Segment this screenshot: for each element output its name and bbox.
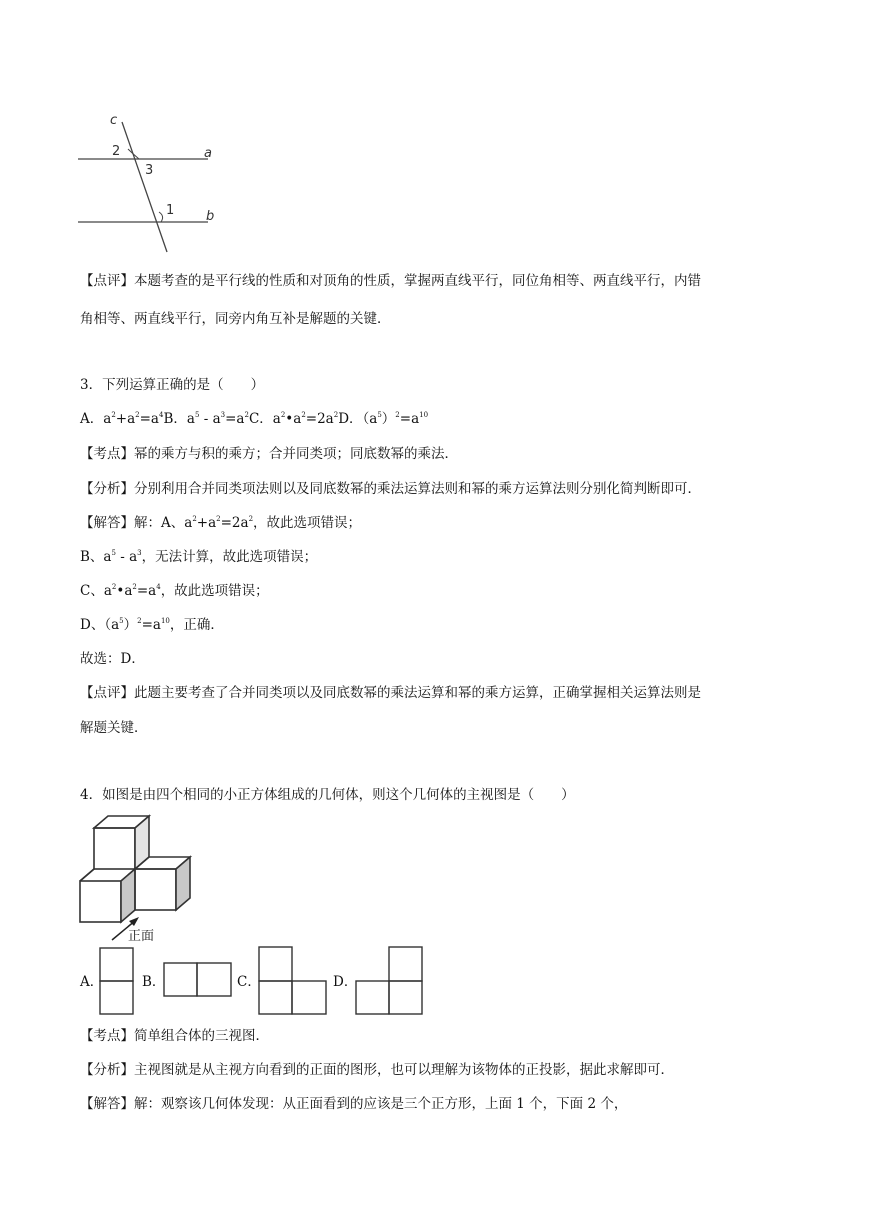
middle-cube-side (121, 869, 135, 922)
q4-stem: 4．如图是由四个相同的小正方体组成的几何体，则这个几何体的主视图是（ ） (80, 787, 575, 803)
right-cube-side (176, 857, 190, 910)
q3-stem: 3．下列运算正确的是（ ） (80, 377, 265, 393)
q3-jieda-line2: B、$a^5 - a^3$，无法计算，故此选项错误； (80, 549, 318, 565)
q3-jieda-line1: 【解答】解：A、$a^2+a^2=2a^2$，故此选项错误； (80, 515, 362, 531)
parallel-lines-figure (70, 108, 230, 258)
right-cube-front (135, 869, 176, 910)
angle-2-arc (128, 149, 139, 159)
q3-kaodian: 【考点】幂的乘方与积的乘方；合并同类项；同底数幂的乘法． (80, 446, 458, 462)
q4-kaodian: 【考点】简单组合体的三视图． (80, 1028, 269, 1044)
q3-option-d: D．$(a^5)^2=a^{10}$ (338, 411, 429, 427)
q3-option-c: C．$a^2•a^2=2a^2$ (248, 411, 339, 427)
comment-q2-line1: 【点评】本题考查的是平行线的性质和对顶角的性质，掌握两直线平行，同位角相等、两直线平行，内错 (80, 273, 701, 289)
q4-fenxi: 【分析】主视图就是从主视方向看到的正面的图形，也可以理解为该物体的正投影，据此求解即可． (80, 1062, 674, 1078)
q3-option-a: A．$a^2+a^2=a^4$ (80, 411, 164, 427)
top-cube-front (94, 828, 135, 869)
label-c: c (110, 113, 118, 128)
label-b: b (206, 209, 215, 224)
comment-q2-line2: 角相等、两直线平行，同旁内角互补是解题的关键． (80, 311, 391, 327)
q3-options (80, 410, 428, 428)
top-cube-side (135, 816, 149, 869)
front-label: 正面 (128, 929, 155, 944)
q3-option-b: B．$a^5 - a^3=a^2$ (163, 411, 249, 427)
q4-option-a-label: A． (80, 974, 104, 990)
left-cube-front (80, 881, 121, 922)
q3-comment-line1: 【点评】此题主要考查了合并同类项以及同底数幂的乘法运算和幂的乘方运算，正确掌握相关运算法则是 (80, 685, 701, 701)
label-angle-3: 3 (145, 163, 154, 178)
q3-comment-line2: 解题关键． (80, 720, 148, 736)
q4-option-a-figure (99, 947, 135, 1015)
q3-fenxi: 【分析】分别利用合并同类项法则以及同底数幂的乘法运算法则和幂的乘方运算法则分别化简判断即可． (80, 481, 701, 497)
line-c (122, 122, 167, 252)
angle-1-arc (159, 212, 163, 222)
q4-option-d-figure (355, 946, 425, 1016)
q4-option-c-label: C． (237, 974, 261, 990)
label-a: a (204, 146, 212, 161)
label-angle-2: 2 (112, 144, 121, 159)
q4-jieda: 【解答】解：观察该几何体发现：从正面看到的应该是三个正方形，上面 1 个，下面 2 个， (80, 1096, 628, 1112)
q3-jieda-line3: C、$a^2•a^2=a^4$，故此选项错误； (80, 583, 269, 599)
cubes-figure (76, 812, 196, 944)
q3-jieda-line4: D、$(a^5)^2=a^{10}$，正确． (80, 617, 224, 633)
label-angle-1: 1 (166, 203, 175, 218)
q4-option-b-label: B． (142, 974, 166, 990)
q4-option-d-label: D． (333, 974, 358, 990)
q4-option-c-figure (258, 946, 328, 1016)
q3-answer: 故选：D． (80, 651, 145, 667)
q4-option-b-figure (163, 962, 233, 998)
